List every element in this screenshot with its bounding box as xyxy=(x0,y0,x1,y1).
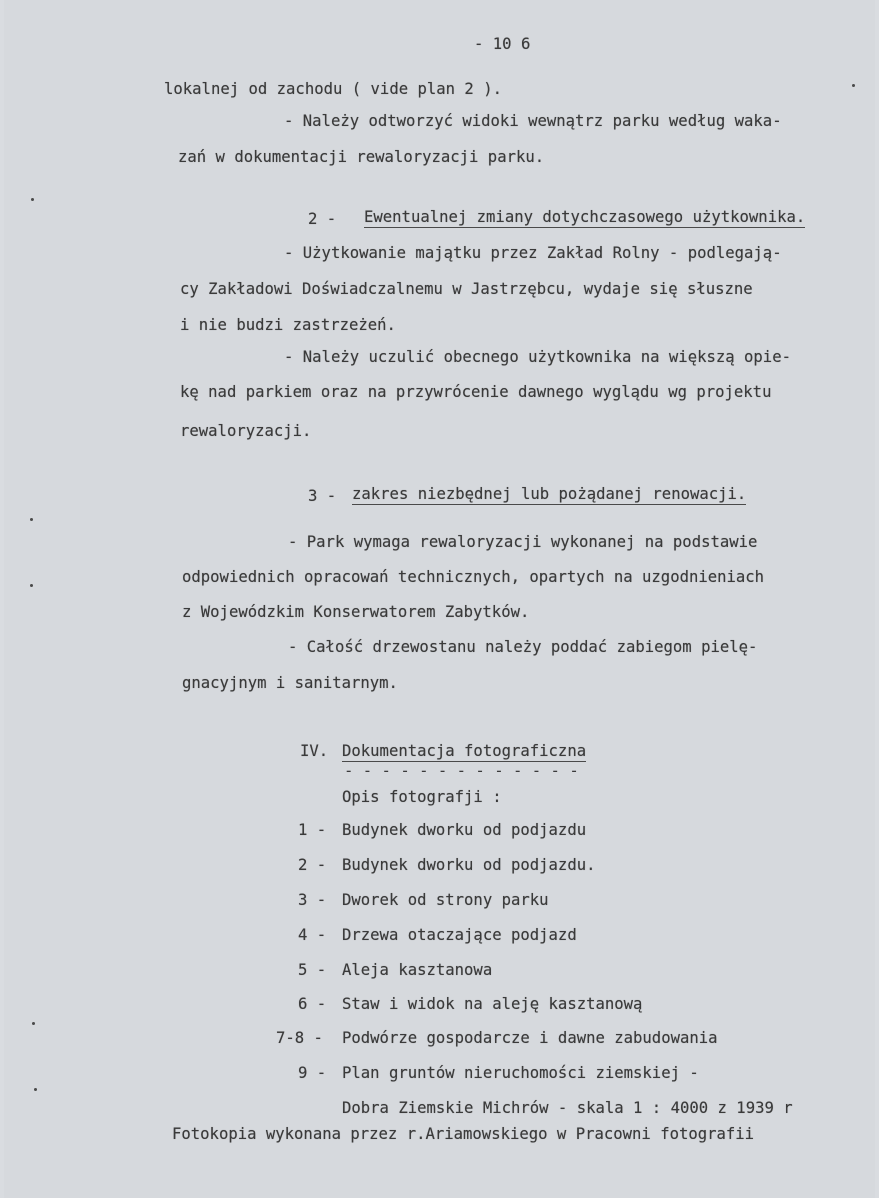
photo-number: 5 - xyxy=(298,961,327,979)
photo-caption: Podwórze gospodarcze i dawne zabudowania xyxy=(342,1029,718,1047)
text-line: lokalnej od zachodu ( vide plan 2 ). xyxy=(164,80,502,98)
text-line: rewaloryzacji. xyxy=(180,422,312,440)
photo-number: 9 - xyxy=(298,1064,327,1082)
photo-caption: Budynek dworku od podjazdu xyxy=(342,821,587,839)
document-page xyxy=(4,0,875,1198)
section-number: 3 - xyxy=(308,487,337,505)
photo-number: 6 - xyxy=(298,995,327,1013)
photo-number: 4 - xyxy=(298,926,327,944)
photo-caption: Drzewa otaczające podjazd xyxy=(342,926,577,944)
photo-number: 7-8 - xyxy=(276,1029,323,1047)
photo-number: 1 - xyxy=(298,821,327,839)
photo-caption: Plan gruntów nieruchomości ziemskiej - xyxy=(342,1064,699,1082)
section-number: IV. xyxy=(300,742,329,760)
margin-speck xyxy=(34,1088,37,1091)
text-line: z Wojewódzkim Konserwatorem Zabytków. xyxy=(182,603,530,621)
section-heading: zakres niezbędnej lub pożądanej renowacji. xyxy=(352,485,747,503)
margin-speck xyxy=(852,84,855,87)
text-line: - Należy uczulić obecnego użytkownika na większą opie- xyxy=(284,348,791,366)
text-line: kę nad parkiem oraz na przywrócenie dawnego wyglądu wg projektu xyxy=(180,383,772,401)
footer-line: Dobra Ziemskie Michrów - skala 1 : 4000 z 1939 r xyxy=(342,1099,793,1117)
heading-dashes: - - - - - - - - - - - - - xyxy=(344,762,579,780)
text-line: zań w dokumentacji rewaloryzacji parku. xyxy=(178,148,545,166)
footer-line: Fotokopia wykonana przez r.Ariamowskiego w Pracowni fotografii xyxy=(172,1125,755,1143)
photo-caption: Staw i widok na aleję kasztanową xyxy=(342,995,643,1013)
text-line: odpowiednich opracowań technicznych, opartych na uzgodnieniach xyxy=(182,568,765,586)
margin-speck xyxy=(30,584,33,587)
section-number: 2 - xyxy=(308,210,337,228)
page-number: - 10 6 xyxy=(474,35,531,53)
section-heading: Ewentualnej zmiany dotychczasowego użytkownika. xyxy=(364,208,806,226)
margin-speck xyxy=(30,518,33,521)
text-line: gnacyjnym i sanitarnym. xyxy=(182,674,398,692)
photo-caption: Budynek dworku od podjazdu. xyxy=(342,856,596,874)
margin-speck xyxy=(32,1022,35,1025)
photos-heading: Opis fotografji : xyxy=(342,788,502,806)
section-heading: Dokumentacja fotograficzna xyxy=(342,742,587,760)
photo-number: 3 - xyxy=(298,891,327,909)
margin-speck xyxy=(31,198,34,201)
text-line: - Należy odtworzyć widoki wewnątrz parku według waka- xyxy=(284,112,782,130)
photo-caption: Aleja kasztanowa xyxy=(342,961,493,979)
text-line: - Użytkowanie majątku przez Zakład Rolny - podlegają- xyxy=(284,244,782,262)
text-line: - Całość drzewostanu należy poddać zabiegom pielę- xyxy=(288,638,758,656)
text-line: - Park wymaga rewaloryzacji wykonanej na podstawie xyxy=(288,533,758,551)
text-line: i nie budzi zastrzeżeń. xyxy=(180,316,396,334)
photo-caption: Dworek od strony parku xyxy=(342,891,549,909)
text-line: cy Zakładowi Doświadczalnemu w Jastrzębcu, wydaje się słuszne xyxy=(180,280,753,298)
photo-number: 2 - xyxy=(298,856,327,874)
